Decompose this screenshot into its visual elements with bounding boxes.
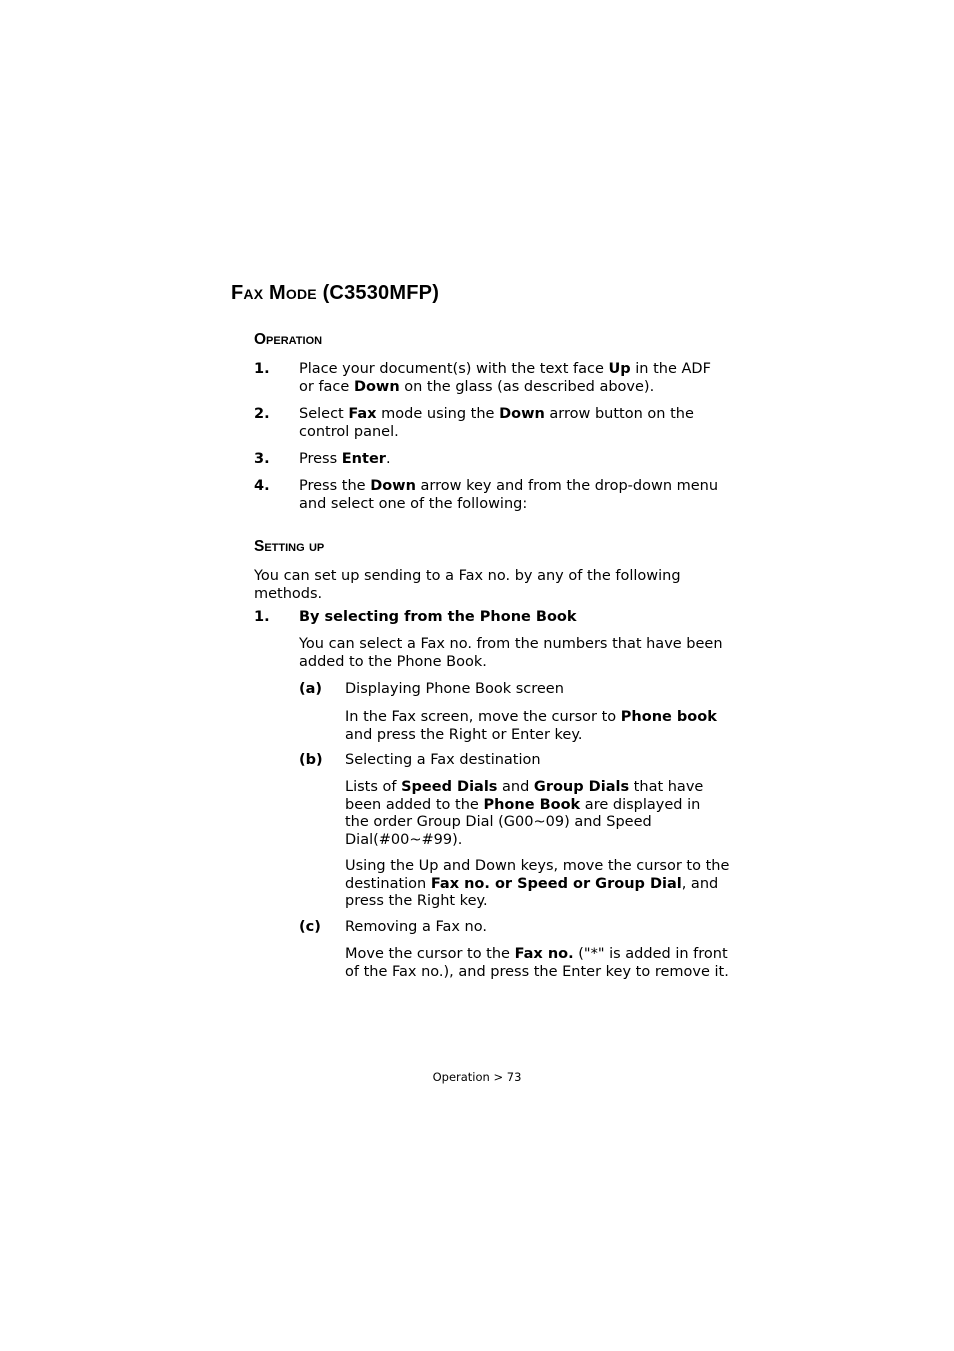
item-body: You can select a Fax no. from the numbers that have been added to the Phone Book. [299, 636, 723, 670]
section-heading-operation: Operation [254, 331, 323, 348]
setting-up-intro: You can set up sending to a Fax no. by any of the following methods. [254, 568, 681, 602]
step-number: 3. [254, 451, 270, 467]
step-text: Press the Down arrow key and from the drop-down menu and select one of the following: [299, 478, 719, 512]
sub-label: (c) [299, 919, 321, 935]
sub-body: Using the Up and Down keys, move the cursor to the destination Fax no. or Speed or Group Dial, and press the Right key. [345, 858, 730, 909]
sub-title: Selecting a Fax destination [345, 752, 541, 768]
item-title: By selecting from the Phone Book [299, 609, 577, 625]
sub-label: (b) [299, 752, 323, 768]
step-number: 4. [254, 478, 270, 494]
page-title: Fax Mode (C3530MFP) [231, 282, 440, 304]
step-text: Place your document(s) with the text face Up in the ADF or face Down on the glass (as described above). [299, 361, 711, 395]
sub-body: Move the cursor to the Fax no. ("*" is added in front of the Fax no.), and press the Enter key to remove it. [345, 946, 729, 980]
sub-title: Removing a Fax no. [345, 919, 487, 935]
page-footer: Operation > 73 [432, 1070, 522, 1084]
step-number: 1. [254, 361, 270, 377]
step-text: Select Fax mode using the Down arrow button on the control panel. [299, 406, 694, 440]
step-number: 2. [254, 406, 270, 422]
step-text: Press Enter. [299, 451, 391, 467]
section-heading-setting-up: Setting up [254, 538, 325, 555]
sub-body: In the Fax screen, move the cursor to Phone book and press the Right or Enter key. [345, 709, 717, 743]
sub-body: Lists of Speed Dials and Group Dials that have been added to the Phone Book are displayed in the order Group Dial (G00~09) and Speed Dial(#00~#99). [345, 779, 704, 848]
sub-title: Displaying Phone Book screen [345, 681, 564, 697]
item-number: 1. [254, 609, 270, 625]
sub-label: (a) [299, 681, 323, 697]
